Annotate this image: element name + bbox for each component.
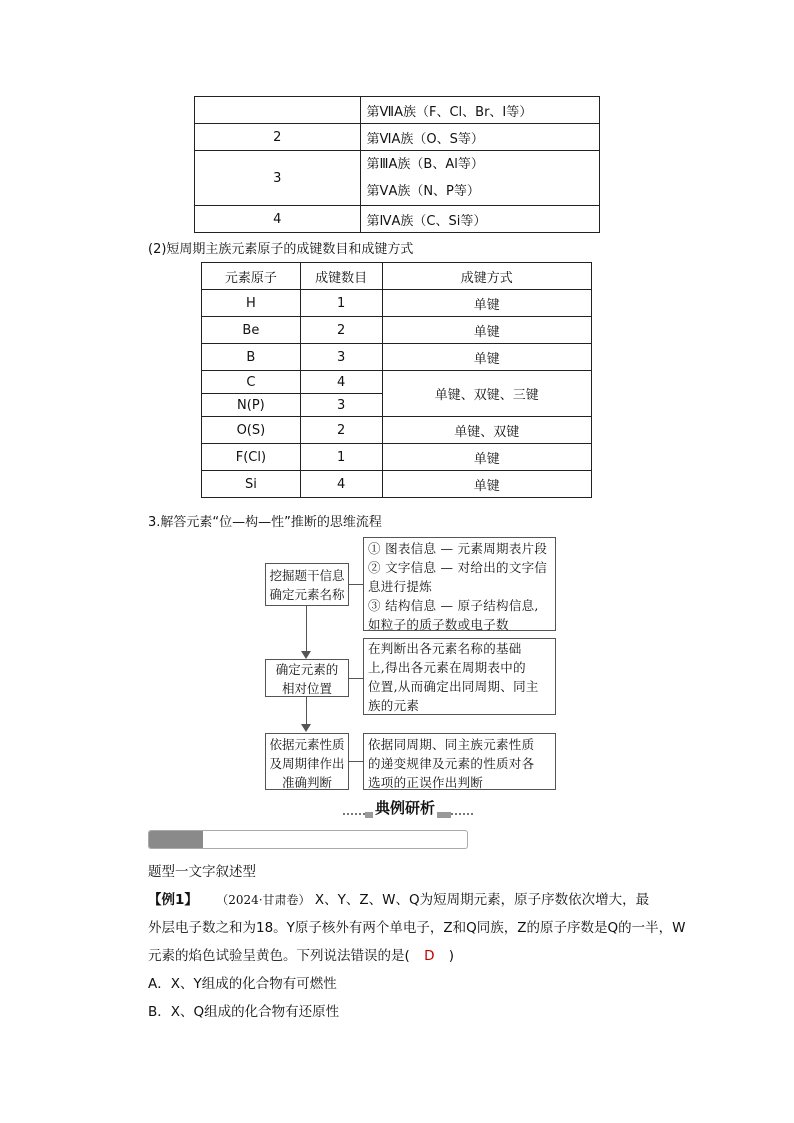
- example-text: X、Y、Z、W、Q为短周期元素，原子序数依次增大，最: [314, 892, 650, 908]
- flow-step-title: 及周期律作出: [269, 756, 345, 771]
- example-text: ): [448, 948, 455, 964]
- example-line-1: [148, 886, 649, 914]
- flow-detail-line: 依据同周期、同主族元素性质: [368, 737, 535, 752]
- mode-cell: 单键: [382, 290, 591, 317]
- flow-detail-line: ③ 结构信息 — 原子结构信息,: [368, 598, 539, 613]
- mode-cell: 单键: [382, 344, 591, 371]
- flow-step-title: 准确判断: [281, 775, 332, 790]
- num-cell: 2: [300, 317, 382, 344]
- atom-cell: Be: [202, 317, 301, 344]
- table-row: [202, 444, 592, 471]
- flow-step-box: [265, 659, 349, 697]
- example-text: 元素的焰色试验呈黄色。下列说法错误的是(: [148, 948, 410, 964]
- atom-cell: C: [202, 371, 301, 394]
- type-label-tab: [149, 831, 203, 848]
- flow-step-title: 确定元素名称: [269, 587, 345, 602]
- flow-detail-box: [363, 638, 556, 715]
- num-cell: 4: [300, 471, 382, 498]
- atom-cell: F(Cl): [202, 444, 301, 471]
- flow-detail-line: 位置,从而确定出同周期、同主: [368, 679, 539, 694]
- flow-step-box: [265, 733, 349, 790]
- flow-detail-line: ② 文字信息 — 对给出的文字信: [368, 560, 548, 575]
- flow-step-title: 挖掘题干信息: [269, 568, 345, 583]
- section-banner: [343, 797, 473, 821]
- flow-detail-box: [363, 537, 556, 631]
- column-header: 元素原子: [202, 263, 301, 290]
- type-label-bar: [148, 830, 468, 849]
- num-cell: 2: [300, 417, 382, 444]
- example-label: 【例1】: [148, 892, 198, 908]
- group-line: 第ⅢA族（B、Al等）: [366, 157, 484, 172]
- section-heading: (2)短周期主族元素原子的成键数目和成键方式: [148, 242, 414, 257]
- flow-detail-line: 族的元素: [368, 698, 420, 713]
- table-row: [202, 417, 592, 444]
- flow-detail-line: ① 图表信息 — 元素周期表片段: [368, 541, 548, 556]
- example-source: （2024·甘肃卷）: [216, 893, 311, 907]
- bond-count-cell: 4: [195, 206, 361, 233]
- table-row: [202, 344, 592, 371]
- flow-detail-line: 息进行提炼: [368, 579, 433, 594]
- option-a: A．X、Y组成的化合物有可燃性: [148, 976, 337, 992]
- num-cell: 4: [300, 371, 382, 394]
- flow-detail-line: 选项的正误作出判断: [368, 775, 484, 790]
- table-header-row: [202, 263, 592, 290]
- flow-step-box: [265, 563, 349, 606]
- flow-step-title: 相对位置: [281, 681, 332, 696]
- bond-count-cell: [195, 97, 361, 124]
- mode-cell: 单键、双键、三键: [382, 371, 591, 417]
- column-header: 成键方式: [382, 263, 591, 290]
- table-row: [195, 206, 600, 233]
- group-line: 第ⅤA族（N、P等）: [366, 184, 480, 199]
- group-cell: [360, 151, 599, 206]
- flow-detail-line: 如粒子的质子数或电子数: [368, 617, 509, 632]
- flow-step-title: 确定元素的: [275, 662, 339, 677]
- atom-cell: Si: [202, 471, 301, 498]
- mode-cell: 单键: [382, 471, 591, 498]
- mode-cell: 单键、双键: [382, 417, 591, 444]
- group-cell: 第ⅥA族（O、S等）: [360, 124, 599, 151]
- down-arrow-line: [306, 697, 307, 727]
- flow-detail-line: 上,得出各元素在周期表中的: [368, 660, 526, 675]
- num-cell: 3: [300, 394, 382, 417]
- connector-line: [349, 584, 363, 585]
- connector-line: [349, 761, 363, 762]
- flow-step-title: 依据元素性质: [269, 737, 345, 752]
- answer-mark: D: [424, 948, 435, 964]
- table-row: [195, 97, 600, 124]
- flow-detail-line: 的递变规律及元素的性质对各: [368, 756, 535, 771]
- atom-cell: H: [202, 290, 301, 317]
- group-cell: 第ⅦA族（F、Cl、Br、I等）: [360, 97, 599, 124]
- table-row: [202, 371, 592, 394]
- example-line-2: 外层电子数之和为18。Y原子核外有两个单电子，Z和Q同族，Z的原子序数是Q的一半，W: [148, 920, 686, 936]
- example-line-3: [148, 942, 454, 970]
- bonding-mode-table: [201, 262, 592, 498]
- question-type-title: 题型一文字叙述型: [148, 864, 256, 880]
- connector-line: [349, 678, 363, 679]
- down-arrow-line: [306, 606, 307, 654]
- atom-cell: B: [202, 344, 301, 371]
- table-row: [195, 124, 600, 151]
- table-row: [202, 471, 592, 498]
- bond-count-cell: 2: [195, 124, 361, 151]
- flow-detail-box: [363, 733, 556, 790]
- table-row: [202, 317, 592, 344]
- banner-title: 典例研析: [375, 799, 436, 817]
- atom-cell: O(S): [202, 417, 301, 444]
- num-cell: 1: [300, 290, 382, 317]
- column-header: 成键数目: [300, 263, 382, 290]
- num-cell: 3: [300, 344, 382, 371]
- down-arrow-icon: [301, 651, 311, 659]
- bond-count-group-table: [194, 96, 600, 233]
- option-b: B．X、Q组成的化合物有还原性: [148, 1004, 340, 1020]
- table-row: [202, 290, 592, 317]
- mode-cell: 单键: [382, 317, 591, 344]
- table-row: [195, 151, 600, 206]
- group-cell: 第ⅣA族（C、Si等）: [360, 206, 599, 233]
- section-heading: 3.解答元素“位—构—性”推断的思维流程: [148, 515, 382, 530]
- down-arrow-icon: [301, 724, 311, 732]
- atom-cell: N(P): [202, 394, 301, 417]
- bond-count-cell: 3: [195, 151, 361, 206]
- flow-detail-line: 在判断出各元素名称的基础: [368, 641, 522, 656]
- mode-cell: 单键: [382, 444, 591, 471]
- num-cell: 1: [300, 444, 382, 471]
